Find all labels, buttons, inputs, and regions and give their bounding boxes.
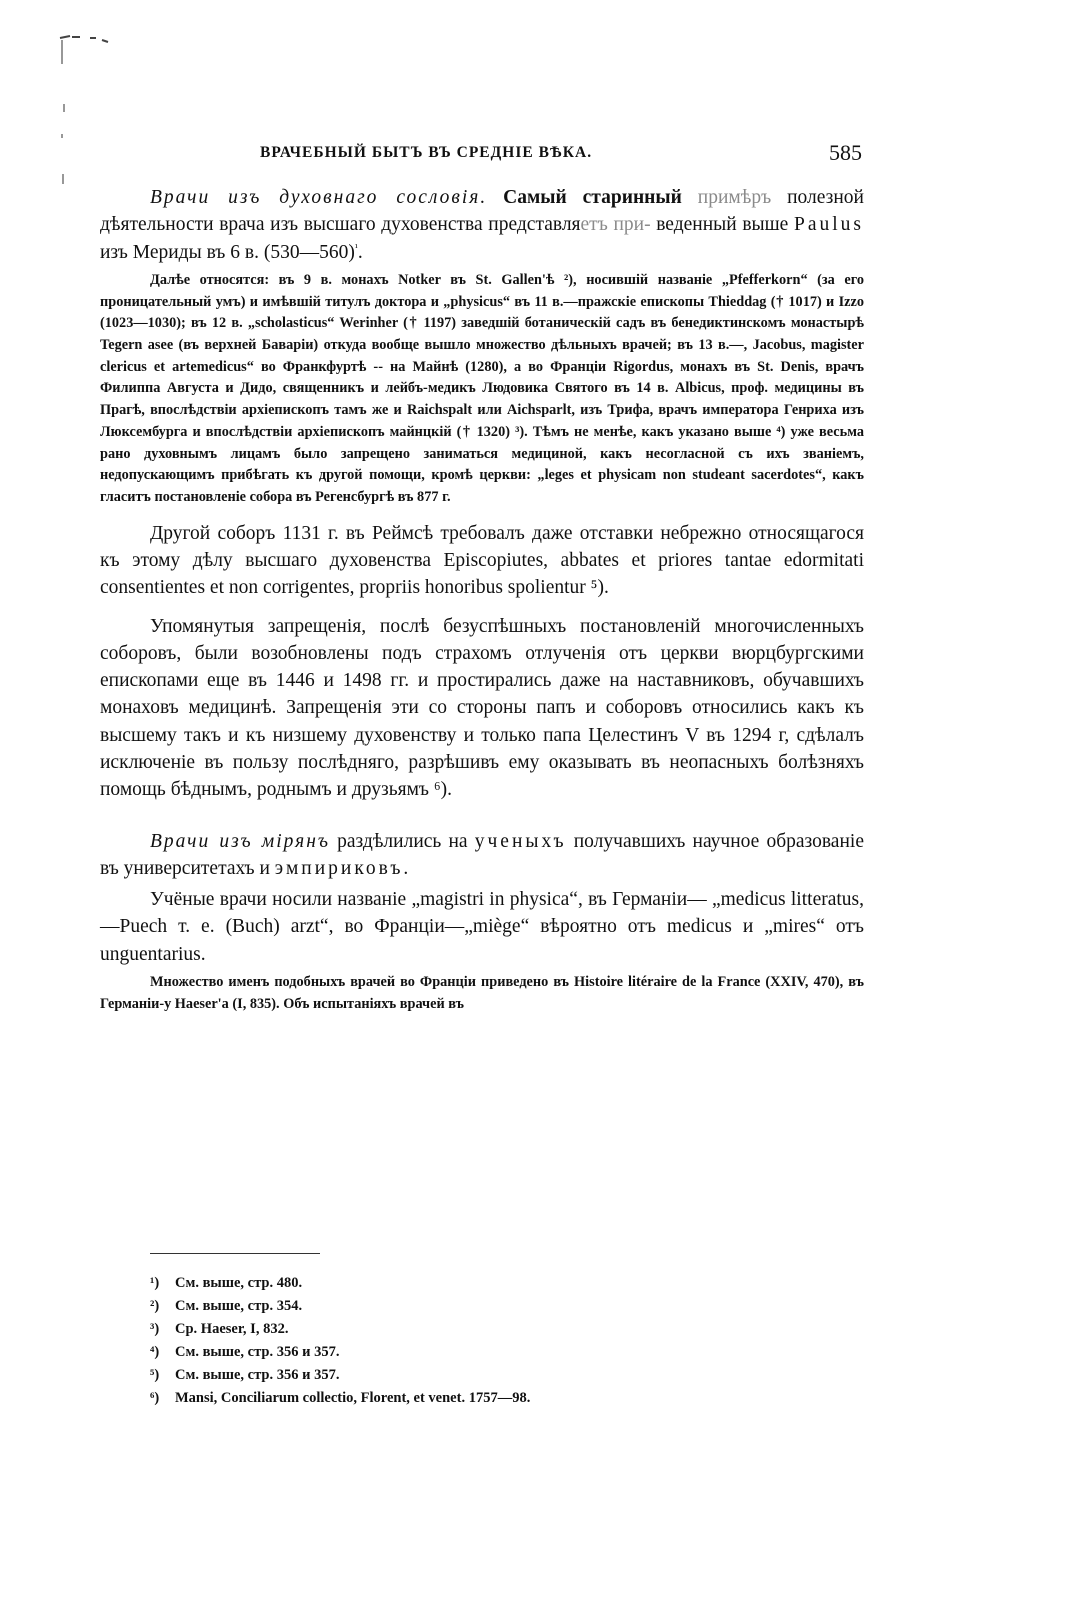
footnote-text: Ср. Haeser, I, 832. — [175, 1321, 289, 1338]
paragraph-lay-physicians — [100, 828, 864, 883]
footnote-mark: ³) — [150, 1321, 160, 1338]
p5-word1: ученыхъ — [474, 830, 567, 852]
p1-text-a-faded: примѣръ — [697, 187, 772, 208]
p1-text-c: веденный выше — [656, 214, 794, 236]
footnote — [150, 1272, 850, 1295]
paragraph-learned-physicians: Учёные врачи носили названіе „magistri in physica“, въ Германіи— „medicus litteratus,—Puech т. е. (Buch) arzt“, во Франціи—„miège“ вѣроятно отъ medicus и „mires“ отъ unguentarius. — [100, 889, 864, 965]
footnote-text: См. выше, стр. 354. — [175, 1298, 303, 1315]
page-number: 585 — [829, 140, 862, 165]
footnote-ref: ¹ — [354, 242, 358, 254]
paragraph-prohibitions: Упомянутыя запрещенія, послѣ безуспѣшныхъ постановленій многочисленныхъ соборовъ, были возобновлены подъ страхомъ отлученія отъ церкви вюрцбургскими епископами еще въ 1446 и 1498 гг. и простирались даже на наставниковъ, обучавшихъ монаховъ медицинѣ. Запрещенія эти со стороны папъ и соборовъ относились какъ къ высшему такъ и къ низшему духовенству и только папа Целестинъ V въ 1294 г, сдѣлалъ исключеніе въ пользу послѣдняго, разрѣшивъ ему оказывать въ неопасныхъ болѣзняхъ помощь бѣднымъ, роднымъ и друзьямъ ⁶). — [100, 615, 864, 801]
p1-text-d: изъ Мериды въ 6 в. (530—560) — [100, 241, 355, 263]
section-heading-laity: Врачи изъ мірянъ — [150, 830, 330, 852]
running-title: ВРАЧЕБНЫЙ БЫТЪ ВЪ СРЕДНІЕ ВѢКА. — [260, 144, 593, 161]
footnote — [150, 1387, 850, 1410]
footnotes — [150, 1272, 850, 1411]
p5-text-a: раздѣлились на — [329, 830, 475, 852]
p1-text-a: Самый старинный — [503, 187, 698, 208]
footnote — [150, 1295, 850, 1318]
footnote — [150, 1341, 850, 1364]
running-head — [150, 140, 862, 170]
small-print-paragraph-bottom: Множество именъ подобныхъ врачей во Франціи приведено въ Histoire litéraire de la France (XXIV, 470), въ Германіи-у Haeser'a (I, 835). Объ испытаніяхъ врачей въ — [100, 974, 864, 1012]
p5-word2: эмпириковъ — [274, 857, 404, 879]
p5-text-c: . — [403, 857, 409, 879]
p5-text-b: получавшихъ научное образованіе въ университетахъ и — [100, 830, 864, 879]
p1-text-b: полезной дѣятельности врача изъ высшаго духовенства представля — [100, 187, 864, 236]
footnote-mark: ¹) — [150, 1275, 160, 1291]
footnote — [150, 1318, 850, 1341]
footnote-mark: ⁵) — [150, 1367, 160, 1384]
p1-text-b-faded: етъ при- — [580, 214, 651, 236]
footnote-text: См. выше, стр. 356 и 357. — [175, 1344, 340, 1361]
p1-text-e: . — [357, 241, 363, 263]
paragraph-clergy-physicians — [100, 184, 864, 266]
footnote-mark: ²) — [150, 1298, 160, 1315]
footnote — [150, 1364, 850, 1387]
section-heading-clergy: Врачи изъ духовнаго сословія. — [150, 187, 488, 208]
main-text — [100, 184, 864, 1015]
paragraph-reims-council: Другой соборъ 1131 г. въ Реймсѣ требовалъ даже отставки небрежно относящагося къ этому дѣлу высшаго духовенства Episcopiutes, abbates et priores tantae edormitati consentientes et non corrigentes, propriis honoribus spolientur ⁵). — [100, 522, 864, 599]
footnote-mark: ⁶) — [150, 1390, 160, 1407]
footnote-mark: ⁴) — [150, 1344, 160, 1361]
footnote-text: Mansi, Conciliarum collectio, Florent, et venet. 1757—98. — [175, 1390, 531, 1407]
footnote-text: См. выше, стр. 480. — [175, 1275, 303, 1291]
p1-name: Paulus — [793, 214, 864, 236]
footnote-rule — [150, 1253, 320, 1254]
small-print-paragraph: Далѣе относятся: въ 9 в. монахъ Notker въ St. Gallen'ѣ ²), носившій названіе „Pfefferkorn“ (за его проницательный умъ) и имѣвшій титулъ доктора и „physicus“ въ 11 в.—пражскіе епископы Thieddag († 1017) и Izzo (1023—1030); въ 12 в. „scholasticus“ Werinher († 1197) заведшій ботаническій садъ въ бенедиктинскомъ монастырѣ Tegern asee (въ верхней Баваріи) откуда вообще вышло множество дѣльныхъ врачей; въ 13 в.—, Jacobus, magister clericus et artemedicus“ во Франкфуртѣ -- на Майнѣ (1280), а во Франціи Rigordus, монахъ въ St. Denis, врачъ Филиппа Августа и Дидо, священникъ и лейбъ-медикъ Людовика Святого въ 14 в. Albicus, проф. медицины въ Прагѣ, впослѣдствіи архіепископъ тамъ же и Raichspalt или Aichsparlt, изъ Трифа, врачъ императора Генриха изъ Люксембурга и впослѣдствіи архіепископъ майнцкій († 1320) ³). Тѣмъ не менѣе, какъ указано выше ⁴) уже весьма рано духовнымъ лицамъ было запрещено заниматься медициной, какъ несогласной съ ихъ званіемъ, недопускающимъ прибѣгать къ другой помощи, кромѣ церкви: „leges et physicam non studeant sacerdotes“, какъ гласитъ постановленіе собора въ Регенсбургѣ въ 877 г. — [100, 271, 864, 505]
footnote-text: См. выше, стр. 356 и 357. — [175, 1367, 340, 1384]
